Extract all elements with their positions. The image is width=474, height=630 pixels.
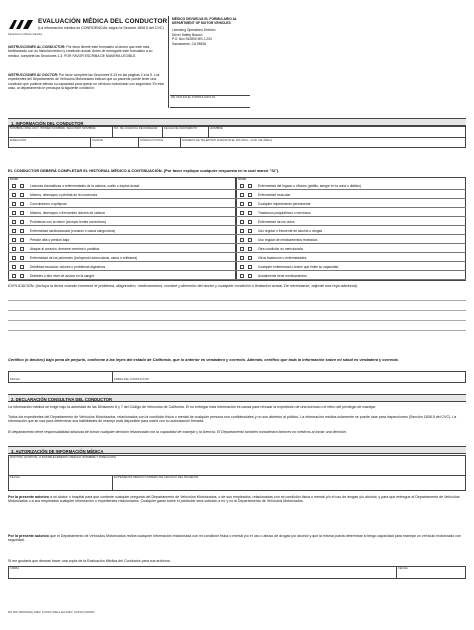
no-checkbox[interactable] (20, 265, 24, 269)
history-lead: EL CONDUCTOR DEBERÁ COMPLETAR EL HISTORIAL MÉDICO A CONTINUACIÓN. (Por favor explique cualquier respuesta en la cual marcó "Sí"). (8, 168, 280, 173)
no-checkbox[interactable] (20, 247, 24, 251)
no-checkbox[interactable] (20, 193, 24, 197)
history-right-item-row (236, 227, 466, 235)
no-checkbox[interactable] (248, 202, 252, 206)
history-left-item-label: Debilidad muscular, dolores o problemas digestivos (30, 264, 106, 269)
yes-checkbox[interactable] (240, 274, 244, 278)
yes-checkbox[interactable] (240, 202, 244, 206)
authorization-2-text: que el Departamento de Vehículos Motorizados reciba cualquier información relacionada con mi condición física o mental y/o el uso o abuso de drogas y/o alcohol y que la misma pueda determinar si tengo capacidad para manejar un vehículo motorizado con seguridad. (8, 534, 461, 543)
dl-field-label: DE USO EN EL FORMULARIO DL (171, 95, 216, 99)
section-2-header (8, 394, 466, 402)
no-checkbox[interactable] (248, 265, 252, 269)
field-zip[interactable]: CÓDIGO POSTAL (140, 137, 164, 142)
return-line-4: Sacramento, CA 95818 (172, 41, 207, 46)
history-right-item-row (236, 209, 466, 217)
yes-checkbox[interactable] (12, 274, 16, 278)
yes-checkbox[interactable] (240, 256, 244, 260)
history-right-item-row (236, 263, 466, 271)
history-left-item-row (8, 218, 236, 226)
yes-checkbox[interactable] (12, 238, 16, 242)
field-gender[interactable]: HOMBRE (210, 126, 223, 130)
section-2-title: 2. DECLARACIÓN CONSULTIVA DEL CONDUCTOR (11, 396, 112, 402)
field-city[interactable]: CIUDAD (92, 137, 104, 142)
return-line-1: Licensing Operations Division (172, 28, 216, 32)
return-title: MÉDICO DEVUELVA EL FORMULARIO AL DEPARTMENT OF MOTOR VEHICLES (172, 17, 237, 26)
instructions-driver-text: Por favor llevele este formulario al doctor que este más familiarizado con su historial médico y condición actual. Antes de entregarle este formulario a su médico, complete las Secciones 1-3. POR FAVOR ESCRIBA DE MANERA LEGIBLE. (8, 45, 153, 58)
no-checkbox[interactable] (20, 274, 24, 278)
explanation-instructions (8, 284, 466, 288)
yes-checkbox[interactable] (12, 229, 16, 233)
field-dob[interactable]: FECHA DE NACIMIENTO (164, 126, 198, 130)
cert-sign-label[interactable]: FIRMA DEL CONDUCTOR (114, 377, 149, 381)
no-checkbox[interactable] (248, 256, 252, 260)
instructions-driver-label: INSTRUCCIONES AL CONDUCTOR: (8, 45, 66, 49)
no-checkbox[interactable] (20, 238, 24, 242)
history-right-item-row (236, 245, 466, 253)
no-checkbox[interactable] (248, 211, 252, 215)
yes-checkbox[interactable] (240, 193, 244, 197)
section-3-fields (8, 455, 466, 491)
history-right-item-row (236, 272, 466, 280)
history-right-item-row (236, 236, 466, 244)
authorization-1-label: Por la presente autorizo (8, 495, 49, 499)
history-left-item-row (8, 236, 236, 244)
section-2-p1: La información médica se exige bajo la autoridad de las Divisiones 6 y 7 del Código de Vehículos de California. El no entregar esta información es causa para rehusar la expedición de una licencia o el retiro del privilegio de manejar. (8, 405, 377, 409)
history-left-colhead: SÍ NO (10, 177, 18, 181)
yes-checkbox[interactable] (240, 184, 244, 188)
history-left-item-label: Ataque al corazón, derrame cerebral o parálisis (30, 246, 100, 251)
history-right-item-row (236, 254, 466, 262)
history-left-item-label: Diabetes o alto nivel de azúcar en la sangre (30, 273, 95, 278)
history-right-item-label: Enfermedad muscular (258, 192, 291, 197)
history-right-item-label: Uso regular de medicamentos recetados (258, 237, 318, 242)
yes-checkbox[interactable] (12, 220, 16, 224)
field-sec3-date[interactable]: FECHA (10, 475, 20, 479)
sec3-date-label[interactable]: FECHA (398, 566, 408, 570)
section-3-header (8, 446, 466, 454)
no-checkbox[interactable] (248, 238, 252, 242)
field-address[interactable]: DIRECCIÓN (10, 137, 27, 142)
history-right-item-label: Cualquier impedimento permanente (258, 201, 311, 206)
dmv-logo-mark (8, 18, 34, 32)
certification-sign-box (8, 371, 466, 383)
history-left-item-row (8, 254, 236, 262)
instructions-driver (8, 45, 165, 58)
yes-checkbox[interactable] (12, 184, 16, 188)
history-left-item-label: Enfermedad de los pulmones (incluyendo tuberculosis, asma o enfisema) (30, 255, 138, 260)
history-left-item-row (8, 182, 236, 190)
no-checkbox[interactable] (248, 220, 252, 224)
section-1-title: 1. INFORMACIÓN DEL CONDUCTOR (11, 120, 84, 126)
no-checkbox[interactable] (248, 247, 252, 251)
copy-note: Si me gustaría que deseas hacer una copia de la Evaluación Médica del Conductor para sus archivos. (8, 559, 171, 563)
form-title: EVALUACIÓN MÉDICA DEL CONDUCTOR (38, 18, 168, 25)
no-checkbox[interactable] (20, 202, 24, 206)
no-checkbox[interactable] (20, 211, 24, 215)
history-right-colhead: SÍ NO (238, 177, 246, 181)
section-3-title: 3. AUTORIZACIÓN DE INFORMACIÓN MÉDICA (11, 448, 104, 454)
history-right-item-label: Cualquier enfermedad o lesión que limite su capacidad (258, 264, 339, 269)
return-line-3: P.O. Box 942890 MS J-234 (172, 37, 212, 41)
instructions-doctor-text: Por favor complete las Secciones 5-13 en las páginas 2 a la 5. Los expedientes del Departamento de Vehículos Motorizados indican que su paciente puede tener una condición que pudiese afectar su capacidad para operar un vehículo motorizado con seguridad. En este caso, al departamento le preocupa la siguiente condición: (8, 73, 165, 91)
yes-checkbox[interactable] (12, 265, 16, 269)
return-line-2: Driver Safety Branch (172, 32, 203, 37)
section-2-p2: Todos los expedientes del Departamento de Vehículos Motorizados, relacionados con la condición física o mental de cualquier persona son confidenciales y no son abiertos al público. La información médica solamente se puede usar para inspecciones (Sección 1808.5 del CVC). La información que se usa para determinar sus habilidades de manejo está disponible para usted con su autorización firmada. (8, 415, 457, 424)
explanation-text: EXPLICACIÓN: (Incluya la fecha cuando comenzó el problema, diagnóstico, medicamentos, nombre y dirección del doctor y cualquier condición o limitación actual. De necesitarse, adjunte una hoja adicional). (8, 284, 358, 288)
yes-checkbox[interactable] (240, 220, 244, 224)
form-code: DS 326 (SPANISH) (REV. 1/2010) (DELLSH (REV. 1/2010) (WWW) (8, 610, 95, 614)
history-left-item-row (8, 227, 236, 235)
authorization-1-text: a mi doctor u hospital para que conteste cualquier pregunta del Departamento de Vehículos Motorizados, o de sus empleados, relacionadas con mi condición física o mental y/o el uso de drogas y/o alcohol, y para que entregue al Departamento de Vehículos Motorizados o a sus empleados cualquier información o expedientes relacionados. Cualquier gasto sobre el particular será cobrado a mí y no al Departamento de Vehículos Motorizados. (8, 495, 460, 504)
field-license[interactable]: NO. DE LICENCIA DE MANEJAR (114, 126, 158, 130)
history-right-item-row (236, 218, 466, 226)
history-right-item-label: Enfermedad del hígado o riñones (pielitis, sangre en la orina o diálisis) (258, 183, 361, 188)
yes-checkbox[interactable] (240, 211, 244, 215)
history-left-item-row (8, 263, 236, 271)
history-left-item-label: Convulsiones o epilepsia (30, 201, 67, 206)
yes-checkbox[interactable] (12, 211, 16, 215)
history-right-item-row (236, 200, 466, 208)
instructions-doctor-label: INSTRUCCIONES AL DOCTOR: (8, 73, 59, 77)
field-file-number[interactable]: EXPEDIENTE MEDICO NUMERO DE ARCHIVO DEL PACIENTE (114, 475, 199, 479)
no-checkbox[interactable] (248, 184, 252, 188)
authorization-2-label: Por la presente autorizo (8, 534, 49, 538)
cert-date-label[interactable]: FECHA (10, 377, 20, 381)
history-right-item-label: Otra condición no mencionada (258, 246, 303, 251)
no-checkbox[interactable] (248, 193, 252, 197)
history-left-item-row (8, 272, 236, 280)
history-right-item-label: Trastornos psiquiátricos o nerviosos (258, 210, 311, 215)
no-checkbox[interactable] (20, 229, 24, 233)
history-right-item-label: Otros trastornos o enfermedades (258, 255, 307, 260)
yes-checkbox[interactable] (240, 265, 244, 269)
no-checkbox[interactable] (20, 220, 24, 224)
no-checkbox[interactable] (20, 256, 24, 260)
yes-checkbox[interactable] (240, 229, 244, 233)
yes-checkbox[interactable] (12, 202, 16, 206)
history-right-item-row (236, 191, 466, 199)
history-left-item-row (8, 191, 236, 199)
yes-checkbox[interactable] (12, 247, 16, 251)
section-1-header (8, 118, 466, 126)
history-left-item-row (8, 209, 236, 217)
history-left-item-label: Mareos, desmayos o pérdida de la conciencia (30, 192, 98, 197)
no-checkbox[interactable] (248, 229, 252, 233)
form-subtitle: (La información médica es CONFIDENCIAL según la Sección 1808.5 del CVC) (38, 26, 164, 30)
history-left-item-label: Presión alta o presión baja (30, 237, 70, 242)
history-right-item-label: Uso regular o frecuente de alcohol o drogas (258, 228, 323, 233)
authorization-2 (8, 534, 466, 543)
field-phone[interactable]: NÚMERO DE TELÉFONO DURANTE EL DÍA (INCL. CÓD. DE ÁREA) (182, 137, 273, 142)
history-right-item-label: Enfermedad de los oídos (258, 219, 295, 224)
instructions-doctor (8, 73, 165, 91)
yes-checkbox[interactable] (12, 193, 16, 197)
history-left-item-label: Mareos, desmayos o frecuentes dolores de cabeza (30, 210, 105, 215)
yes-checkbox[interactable] (12, 256, 16, 260)
history-left-item-label: Lesiones traumáticas o enfermedades de la cabeza, cuello o espina dorsal (30, 183, 140, 188)
history-left-item-row (8, 245, 236, 253)
dmv-logo (8, 18, 34, 32)
sec3-sign-label[interactable]: FIRMA (10, 566, 19, 570)
field-doctor[interactable]: DOCTOR, HOSPITAL O ESTABLECIMIENTO MÉDICO (NOMBRE Y DIRECCIÓN) (10, 455, 117, 459)
certification-text: Certifico (o declaro) bajo pena de perjurio, conforme a las leyes del estado de California, que lo anterior es verdadero y correcto. Además, certifico que toda la información sobre mi salud es verdadera y correcta. (8, 357, 399, 362)
history-left-item-row (8, 200, 236, 208)
history-left-item-label: Enfermedad cardiovascular (corazón o vasos sanguíneos) (30, 228, 116, 233)
history-right-item-label: Actualmente tiene medicamentos (258, 273, 307, 278)
field-name[interactable]: NOMBRE (APELLIDO, PRIMER NOMBRE, SEGUNDO NOMBRE) (10, 126, 96, 130)
history-right-item-row (236, 182, 466, 190)
no-checkbox[interactable] (248, 274, 252, 278)
logo-subtitle: Department of Motor Vehicles (8, 33, 43, 36)
history-left-item-label: Problemas con la visión (excepto lentes correctivos) (30, 219, 107, 224)
no-checkbox[interactable] (20, 184, 24, 188)
authorization-1 (8, 495, 466, 504)
yes-checkbox[interactable] (240, 238, 244, 242)
section-2-p3: El departamento tiene responsabilidad absoluta de tomar cualquier decisión relacionada con la capacidad de manejar y la licencia. El Departamento también considerará factores no médicos al tomar una decisión. (8, 430, 347, 434)
yes-checkbox[interactable] (240, 247, 244, 251)
